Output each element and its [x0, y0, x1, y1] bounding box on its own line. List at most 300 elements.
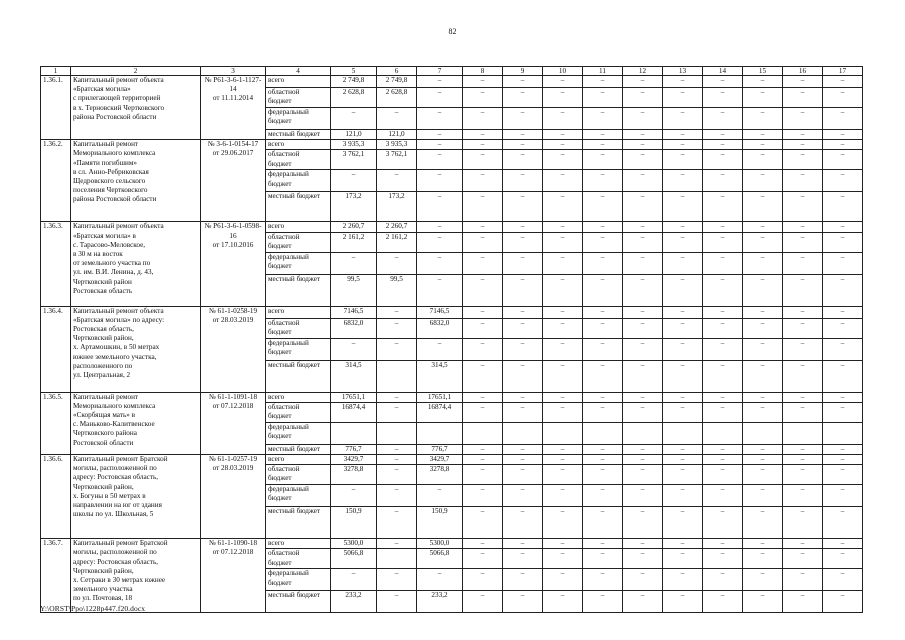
dash-cell: – — [703, 465, 743, 485]
dash-cell: – — [823, 222, 863, 232]
funding-source: местный бюджет — [266, 444, 331, 454]
amount-cell: – — [331, 485, 377, 507]
dash-cell: – — [623, 140, 663, 150]
dash-cell: – — [743, 549, 783, 569]
dash-cell: – — [663, 507, 703, 539]
dash-cell: – — [463, 130, 503, 140]
dash-cell: – — [503, 507, 543, 539]
dash-cell: – — [583, 338, 623, 360]
amount-cell: 3429,7 — [417, 455, 463, 465]
dash-cell: – — [503, 549, 543, 569]
funding-source: местный бюджет — [266, 360, 331, 392]
dash-cell — [743, 422, 783, 444]
amount-cell — [377, 360, 417, 392]
amount-cell — [377, 549, 417, 569]
dash-cell: – — [703, 150, 743, 170]
budget-table — [40, 66, 863, 613]
object-name: Капитальный ремонт объекта «Братская могила» в с. Тарасово-Меловское, в 30 м на восток от земельного участка по ул. им. В.И. Ленина, д. 43, Чертковский район Ростовская область — [71, 222, 201, 306]
dash-cell: – — [583, 150, 623, 170]
item-number: 1.36.5. — [41, 392, 71, 454]
amount-cell: – — [377, 170, 417, 192]
table-body — [41, 67, 863, 613]
amount-cell: 3278,8 — [417, 465, 463, 485]
amount-cell: 3429,7 — [331, 455, 377, 465]
dash-cell: – — [583, 539, 623, 549]
amount-cell: – — [377, 455, 417, 465]
dash-cell: – — [783, 507, 823, 539]
funding-source: местный бюджет — [266, 192, 331, 222]
dash-cell: – — [823, 455, 863, 465]
dash-cell: – — [823, 569, 863, 591]
table-row — [41, 222, 863, 232]
dash-cell: – — [543, 402, 583, 422]
amount-cell: 150,9 — [417, 507, 463, 539]
dash-cell: – — [583, 130, 623, 140]
dash-cell: – — [743, 130, 783, 140]
dash-cell: – — [743, 402, 783, 422]
dash-cell: – — [583, 465, 623, 485]
dash-cell: – — [503, 569, 543, 591]
amount-cell — [377, 422, 417, 444]
dash-cell: – — [543, 338, 583, 360]
item-number: 1.36.1. — [41, 76, 71, 140]
dash-cell: – — [823, 232, 863, 252]
dash-cell — [823, 422, 863, 444]
dash-cell: – — [583, 318, 623, 338]
dash-cell: – — [463, 108, 503, 130]
amount-cell: 6832,0 — [417, 318, 463, 338]
amount-cell: 3278,8 — [331, 465, 377, 485]
dash-cell: – — [623, 539, 663, 549]
dash-cell: – — [743, 76, 783, 88]
dash-cell: – — [823, 130, 863, 140]
amount-cell: – — [377, 569, 417, 591]
dash-cell: – — [543, 170, 583, 192]
dash-cell: – — [503, 360, 543, 392]
dash-cell: – — [743, 222, 783, 232]
amount-cell: – — [417, 76, 463, 88]
funding-source: местный бюджет — [266, 591, 331, 613]
dash-cell: – — [503, 402, 543, 422]
dash-cell: – — [463, 539, 503, 549]
dash-cell — [583, 422, 623, 444]
dash-cell: – — [663, 274, 703, 306]
dash-cell: – — [503, 108, 543, 130]
table-row — [41, 455, 863, 465]
funding-source: федеральный бюджет — [266, 422, 331, 444]
dash-cell — [543, 422, 583, 444]
dash-cell: – — [663, 444, 703, 454]
amount-cell: 17651,1 — [331, 392, 377, 402]
dash-cell: – — [503, 232, 543, 252]
dash-cell: – — [743, 591, 783, 613]
expertise-document: № 61-1-0257-19 от 28.03.2019 — [201, 455, 266, 539]
dash-cell: – — [783, 140, 823, 150]
funding-source: всего — [266, 306, 331, 318]
dash-cell: – — [783, 465, 823, 485]
dash-cell: – — [703, 130, 743, 140]
funding-source: областной бюджет — [266, 88, 331, 108]
header-row — [41, 67, 863, 76]
dash-cell: – — [463, 569, 503, 591]
item-number: 1.36.7. — [41, 539, 71, 613]
dash-cell: – — [743, 338, 783, 360]
dash-cell: – — [823, 306, 863, 318]
dash-cell: – — [543, 232, 583, 252]
expertise-document: № 61-1-0258-19 от 28.03.2019 — [201, 306, 266, 392]
table-row — [41, 140, 863, 150]
dash-cell: – — [703, 232, 743, 252]
amount-cell: – — [377, 465, 417, 485]
amount-cell: – — [417, 140, 463, 150]
dash-cell: – — [743, 392, 783, 402]
amount-cell: – — [417, 232, 463, 252]
column-header: 2 — [71, 67, 201, 76]
amount-cell: – — [377, 444, 417, 454]
dash-cell: – — [703, 402, 743, 422]
funding-source: областной бюджет — [266, 465, 331, 485]
funding-source: областной бюджет — [266, 150, 331, 170]
dash-cell: – — [583, 392, 623, 402]
dash-cell: – — [583, 306, 623, 318]
dash-cell: – — [783, 444, 823, 454]
dash-cell: – — [823, 591, 863, 613]
dash-cell: – — [743, 306, 783, 318]
dash-cell: – — [783, 318, 823, 338]
dash-cell: – — [703, 444, 743, 454]
dash-cell: – — [663, 465, 703, 485]
item-number: 1.36.2. — [41, 140, 71, 222]
dash-cell: – — [583, 444, 623, 454]
dash-cell: – — [623, 455, 663, 465]
dash-cell: – — [503, 465, 543, 485]
dash-cell: – — [583, 485, 623, 507]
expertise-document: № 3-6-1-0154-17 от 29.06.2017 — [201, 140, 266, 222]
amount-cell: – — [377, 306, 417, 318]
dash-cell: – — [663, 76, 703, 88]
dash-cell: – — [583, 507, 623, 539]
funding-source: федеральный бюджет — [266, 338, 331, 360]
dash-cell: – — [783, 591, 823, 613]
amount-cell: 2 260,7 — [377, 222, 417, 232]
column-header: 4 — [266, 67, 331, 76]
dash-cell: – — [743, 318, 783, 338]
dash-cell: – — [703, 274, 743, 306]
funding-source: областной бюджет — [266, 549, 331, 569]
dash-cell — [783, 422, 823, 444]
dash-cell — [503, 422, 543, 444]
dash-cell: – — [543, 192, 583, 222]
dash-cell: – — [663, 130, 703, 140]
dash-cell: – — [623, 360, 663, 392]
dash-cell: – — [823, 392, 863, 402]
dash-cell: – — [463, 170, 503, 192]
dash-cell: – — [623, 170, 663, 192]
amount-cell: 5300,0 — [417, 539, 463, 549]
dash-cell: – — [623, 591, 663, 613]
dash-cell: – — [783, 402, 823, 422]
dash-cell: – — [823, 108, 863, 130]
dash-cell: – — [703, 485, 743, 507]
object-name: Капитальный ремонт объекта «Братская могила» по адресу: Ростовская область, Чертковский район, х. Артамошкин, в 50 метрах южнее земельного участка, расположенного по ул. Центральная, 2 — [71, 306, 201, 392]
expertise-document: № Р61-3-6-1-0598- 16 от 17.10.2016 — [201, 222, 266, 306]
amount-cell: 173,2 — [331, 192, 377, 222]
dash-cell: – — [623, 150, 663, 170]
dash-cell: – — [463, 306, 503, 318]
amount-cell: 2 628,8 — [331, 88, 377, 108]
amount-cell: – — [377, 591, 417, 613]
amount-cell: 99,5 — [377, 274, 417, 306]
dash-cell: – — [463, 444, 503, 454]
dash-cell: – — [663, 539, 703, 549]
column-header: 3 — [201, 67, 266, 76]
dash-cell: – — [783, 130, 823, 140]
dash-cell: – — [663, 569, 703, 591]
dash-cell: – — [503, 539, 543, 549]
dash-cell: – — [823, 465, 863, 485]
dash-cell: – — [503, 485, 543, 507]
amount-cell: 3 762,1 — [377, 150, 417, 170]
dash-cell: – — [543, 549, 583, 569]
column-header: 7 — [417, 67, 463, 76]
dash-cell: – — [583, 232, 623, 252]
dash-cell: – — [663, 150, 703, 170]
amount-cell — [331, 422, 377, 444]
amount-cell: 5066,8 — [331, 549, 377, 569]
funding-source: всего — [266, 140, 331, 150]
dash-cell: – — [743, 150, 783, 170]
amount-cell: – — [417, 150, 463, 170]
amount-cell: 314,5 — [417, 360, 463, 392]
dash-cell: – — [703, 170, 743, 192]
amount-cell: – — [417, 170, 463, 192]
dash-cell: – — [583, 252, 623, 274]
dash-cell: – — [663, 108, 703, 130]
column-header: 14 — [703, 67, 743, 76]
amount-cell: 3 935,3 — [331, 140, 377, 150]
expertise-document: № 61-1-1091-18 от 07.12.2018 — [201, 392, 266, 454]
amount-cell: 2 161,2 — [331, 232, 377, 252]
dash-cell: – — [663, 192, 703, 222]
dash-cell: – — [823, 170, 863, 192]
dash-cell: – — [543, 76, 583, 88]
dash-cell: – — [503, 192, 543, 222]
dash-cell: – — [743, 274, 783, 306]
dash-cell: – — [543, 130, 583, 140]
dash-cell: – — [503, 455, 543, 465]
amount-cell: – — [417, 569, 463, 591]
dash-cell: – — [743, 88, 783, 108]
dash-cell: – — [543, 455, 583, 465]
amount-cell: – — [417, 130, 463, 140]
dash-cell: – — [703, 360, 743, 392]
dash-cell: – — [623, 569, 663, 591]
funding-source: федеральный бюджет — [266, 569, 331, 591]
dash-cell: – — [583, 108, 623, 130]
dash-cell — [703, 422, 743, 444]
amount-cell: 233,2 — [417, 591, 463, 613]
dash-cell: – — [583, 88, 623, 108]
dash-cell: – — [663, 591, 703, 613]
dash-cell: – — [663, 170, 703, 192]
amount-cell: – — [377, 252, 417, 274]
column-header: 8 — [463, 67, 503, 76]
dash-cell: – — [463, 318, 503, 338]
funding-source: всего — [266, 539, 331, 549]
dash-cell: – — [583, 170, 623, 192]
dash-cell — [463, 422, 503, 444]
amount-cell: – — [417, 222, 463, 232]
funding-source: федеральный бюджет — [266, 108, 331, 130]
dash-cell: – — [663, 306, 703, 318]
dash-cell: – — [503, 392, 543, 402]
dash-cell: – — [583, 76, 623, 88]
dash-cell: – — [623, 108, 663, 130]
dash-cell: – — [783, 192, 823, 222]
column-header: 10 — [543, 67, 583, 76]
amount-cell: 3 935,3 — [377, 140, 417, 150]
amount-cell: 2 260,7 — [331, 222, 377, 232]
dash-cell: – — [743, 232, 783, 252]
dash-cell: – — [583, 274, 623, 306]
dash-cell: – — [583, 360, 623, 392]
dash-cell: – — [543, 569, 583, 591]
column-header: 12 — [623, 67, 663, 76]
table-row — [41, 306, 863, 318]
dash-cell: – — [543, 485, 583, 507]
amount-cell: 7146,5 — [331, 306, 377, 318]
amount-cell: – — [417, 338, 463, 360]
dash-cell: – — [623, 485, 663, 507]
column-header: 11 — [583, 67, 623, 76]
dash-cell: – — [783, 150, 823, 170]
dash-cell: – — [743, 192, 783, 222]
amount-cell: 2 161,2 — [377, 232, 417, 252]
funding-source: всего — [266, 392, 331, 402]
amount-cell: 776,7 — [417, 444, 463, 454]
dash-cell: – — [743, 455, 783, 465]
column-header: 17 — [823, 67, 863, 76]
dash-cell: – — [743, 360, 783, 392]
dash-cell: – — [743, 539, 783, 549]
dash-cell: – — [503, 306, 543, 318]
amount-cell: 17651,1 — [417, 392, 463, 402]
amount-cell: – — [377, 539, 417, 549]
dash-cell: – — [783, 76, 823, 88]
dash-cell: – — [663, 360, 703, 392]
dash-cell: – — [543, 465, 583, 485]
dash-cell: – — [543, 306, 583, 318]
amount-cell: – — [417, 485, 463, 507]
dash-cell: – — [823, 402, 863, 422]
amount-cell: – — [377, 108, 417, 130]
funding-source: местный бюджет — [266, 507, 331, 539]
dash-cell: – — [463, 360, 503, 392]
dash-cell: – — [703, 392, 743, 402]
dash-cell: – — [703, 539, 743, 549]
dash-cell: – — [783, 360, 823, 392]
dash-cell: – — [783, 88, 823, 108]
amount-cell: – — [377, 318, 417, 338]
amount-cell: 2 749,8 — [331, 76, 377, 88]
dash-cell: – — [463, 274, 503, 306]
amount-cell: 2 749,8 — [377, 76, 417, 88]
dash-cell: – — [503, 222, 543, 232]
amount-cell: 2 628,8 — [377, 88, 417, 108]
dash-cell: – — [783, 392, 823, 402]
dash-cell: – — [543, 507, 583, 539]
dash-cell: – — [703, 507, 743, 539]
amount-cell: 6832,0 — [331, 318, 377, 338]
amount-cell: 121,0 — [331, 130, 377, 140]
dash-cell: – — [743, 108, 783, 130]
amount-cell: 233,2 — [331, 591, 377, 613]
funding-source: всего — [266, 455, 331, 465]
amount-cell: 150,9 — [331, 507, 377, 539]
dash-cell: – — [663, 88, 703, 108]
dash-cell: – — [783, 455, 823, 465]
dash-cell: – — [703, 192, 743, 222]
dash-cell: – — [463, 591, 503, 613]
amount-cell: – — [417, 252, 463, 274]
dash-cell: – — [663, 485, 703, 507]
item-number: 1.36.4. — [41, 306, 71, 392]
amount-cell: 16874,4 — [417, 402, 463, 422]
dash-cell: – — [743, 507, 783, 539]
dash-cell: – — [583, 192, 623, 222]
funding-source: областной бюджет — [266, 318, 331, 338]
column-header: 1 — [41, 67, 71, 76]
dash-cell: – — [703, 455, 743, 465]
dash-cell: – — [663, 252, 703, 274]
dash-cell: – — [623, 507, 663, 539]
dash-cell: – — [663, 392, 703, 402]
dash-cell: – — [623, 444, 663, 454]
dash-cell: – — [503, 170, 543, 192]
funding-source: федеральный бюджет — [266, 252, 331, 274]
dash-cell: – — [823, 88, 863, 108]
dash-cell: – — [543, 140, 583, 150]
dash-cell: – — [623, 392, 663, 402]
dash-cell: – — [703, 338, 743, 360]
funding-source: всего — [266, 222, 331, 232]
dash-cell: – — [463, 338, 503, 360]
dash-cell: – — [583, 140, 623, 150]
amount-cell: – — [377, 402, 417, 422]
dash-cell: – — [663, 140, 703, 150]
dash-cell: – — [463, 392, 503, 402]
dash-cell: – — [543, 539, 583, 549]
dash-cell: – — [543, 150, 583, 170]
table-row — [41, 539, 863, 549]
amount-cell: – — [331, 170, 377, 192]
object-name: Капитальный ремонт Мемориального комплекса «Скорбящая мать» в с. Маньково-Калитвенское Чертковского района Ростовской области — [71, 392, 201, 454]
amount-cell: 173,2 — [377, 192, 417, 222]
dash-cell: – — [503, 88, 543, 108]
funding-source: местный бюджет — [266, 130, 331, 140]
dash-cell: – — [823, 539, 863, 549]
dash-cell: – — [583, 222, 623, 232]
dash-cell: – — [623, 274, 663, 306]
dash-cell: – — [543, 252, 583, 274]
dash-cell: – — [463, 150, 503, 170]
column-header: 9 — [503, 67, 543, 76]
amount-cell: 99,5 — [331, 274, 377, 306]
object-name: Капитальный ремонт объекта «Братская могила» с прилегающей территорией в х. Терновский Чертковского района Ростовской области — [71, 76, 201, 140]
dash-cell: – — [783, 232, 823, 252]
funding-source: областной бюджет — [266, 232, 331, 252]
dash-cell: – — [743, 444, 783, 454]
